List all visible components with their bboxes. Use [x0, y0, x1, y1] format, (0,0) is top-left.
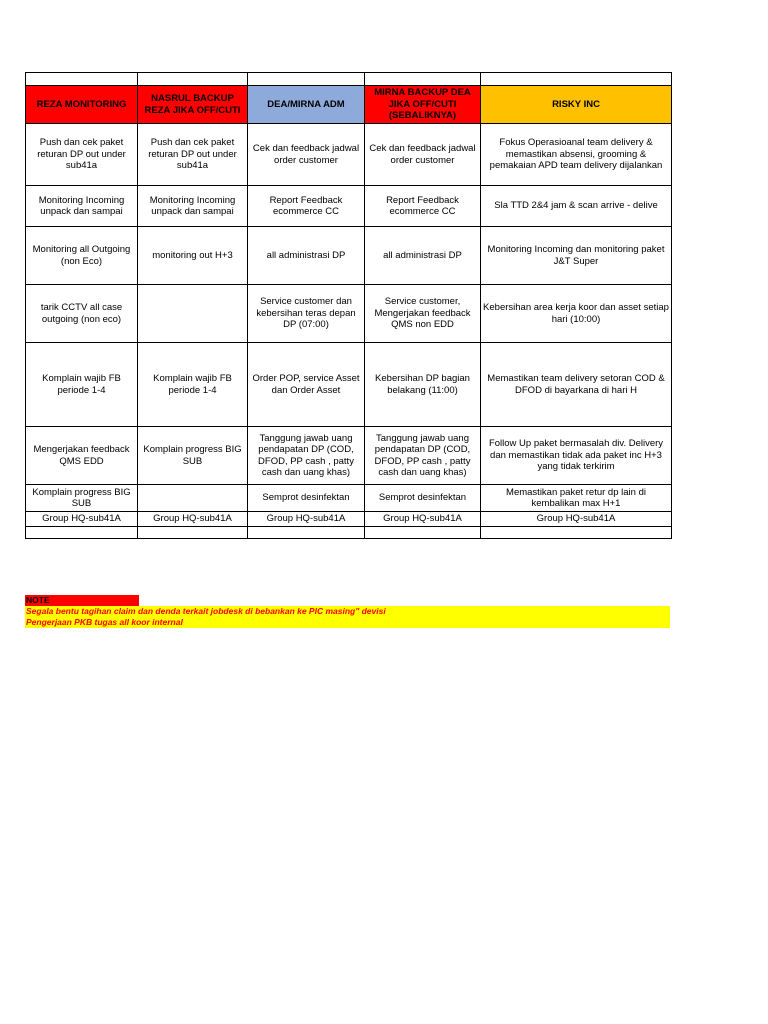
cell — [26, 73, 138, 86]
header-dea-mirna: DEA/MIRNA ADM — [248, 86, 365, 124]
table-cell: Kebersihan area kerja koor dan asset setiap hari (10:00) — [481, 285, 672, 343]
cell — [138, 73, 248, 86]
table-cell: Komplain progress BIG SUB — [138, 427, 248, 485]
table-cell: Push dan cek paket returan DP out under sub41a — [138, 124, 248, 186]
cell — [26, 526, 138, 538]
jobdesk-table — [25, 72, 672, 539]
table-row — [26, 285, 672, 343]
table-cell: Group HQ-sub41A — [138, 512, 248, 527]
table-cell: Monitoring all Outgoing (non Eco) — [26, 227, 138, 285]
table-cell: Monitoring Incoming dan monitoring paket J&T Super — [481, 227, 672, 285]
table-cell: Monitoring Incoming unpack dan sampai — [26, 186, 138, 227]
cell — [365, 73, 481, 86]
table-row — [26, 124, 672, 186]
table-cell: Order POP, service Asset dan Order Asset — [248, 343, 365, 427]
cell — [481, 73, 672, 86]
table-cell: Group HQ-sub41A — [365, 512, 481, 527]
table-cell: Service customer, Mengerjakan feedback QMS non EDD — [365, 285, 481, 343]
header-risky: RISKY INC — [481, 86, 672, 124]
note-block — [25, 595, 670, 628]
table-cell: monitoring out H+3 — [138, 227, 248, 285]
table-row — [26, 186, 672, 227]
table-row — [26, 512, 672, 527]
table-row — [26, 343, 672, 427]
header-row — [26, 86, 672, 124]
table-row — [26, 227, 672, 285]
table-cell: Service customer dan kebersihan teras depan DP (07:00) — [248, 285, 365, 343]
table-cell — [138, 285, 248, 343]
table-cell: Fokus Operasioanal team delivery & memastikan absensi, grooming & pemakaian APD team delivery dijalankan — [481, 124, 672, 186]
note-label: NOTE — [25, 595, 139, 606]
table-cell: all administrasi DP — [365, 227, 481, 285]
table-cell: Cek dan feedback jadwal order customer — [365, 124, 481, 186]
table-cell: Kebersihan DP bagian belakang (11:00) — [365, 343, 481, 427]
table-cell: all administrasi DP — [248, 227, 365, 285]
cell — [248, 73, 365, 86]
table-row — [26, 427, 672, 485]
table-cell — [138, 485, 248, 512]
table-cell: Group HQ-sub41A — [26, 512, 138, 527]
table-cell: Monitoring Incoming unpack dan sampai — [138, 186, 248, 227]
table-cell: Group HQ-sub41A — [481, 512, 672, 527]
table-cell: Tanggung jawab uang pendapatan DP (COD, DFOD, PP cash , patty cash dan uang khas) — [248, 427, 365, 485]
table-cell: Follow Up paket bermasalah div. Delivery dan memastikan tidak ada paket inc H+3 yang tidak terkirim — [481, 427, 672, 485]
table-cell: Memastikan paket retur dp lain di kembalikan max H+1 — [481, 485, 672, 512]
blank-row-top — [26, 73, 672, 86]
table-cell: Komplain progress BIG SUB — [26, 485, 138, 512]
header-mirna: MIRNA BACKUP DEA JIKA OFF/CUTI (SEBALIKNYA) — [365, 86, 481, 124]
table-cell: Semprot desinfektan — [365, 485, 481, 512]
cell — [365, 526, 481, 538]
table-cell: Report Feedback ecommerce CC — [248, 186, 365, 227]
note-line-2: Pengerjaan PKB tugas all koor internal — [25, 617, 670, 628]
cell — [481, 526, 672, 538]
cell — [248, 526, 365, 538]
cell — [138, 526, 248, 538]
table-cell: Sla TTD 2&4 jam & scan arrive - delive — [481, 186, 672, 227]
blank-row-bottom — [26, 526, 672, 538]
table-cell: Cek dan feedback jadwal order customer — [248, 124, 365, 186]
table-cell: Group HQ-sub41A — [248, 512, 365, 527]
table-cell: Memastikan team delivery setoran COD & DFOD di bayarkana di hari H — [481, 343, 672, 427]
table-cell: Push dan cek paket returan DP out under sub41a — [26, 124, 138, 186]
note-line-1: Segala bentu tagihan claim dan denda terkait jobdesk di bebankan ke PIC masing" devisi — [25, 606, 670, 617]
table-cell: Report Feedback ecommerce CC — [365, 186, 481, 227]
header-reza: REZA MONITORING — [26, 86, 138, 124]
table-cell: Komplain wajib FB periode 1-4 — [26, 343, 138, 427]
table-cell: tarik CCTV all case outgoing (non eco) — [26, 285, 138, 343]
table-cell: Semprot desinfektan — [248, 485, 365, 512]
table-row — [26, 485, 672, 512]
header-nasrul: NASRUL BACKUP REZA JIKA OFF/CUTI — [138, 86, 248, 124]
table-cell: Mengerjakan feedback QMS EDD — [26, 427, 138, 485]
table-cell: Komplain wajib FB periode 1-4 — [138, 343, 248, 427]
table-cell: Tanggung jawab uang pendapatan DP (COD, DFOD, PP cash , patty cash dan uang khas) — [365, 427, 481, 485]
